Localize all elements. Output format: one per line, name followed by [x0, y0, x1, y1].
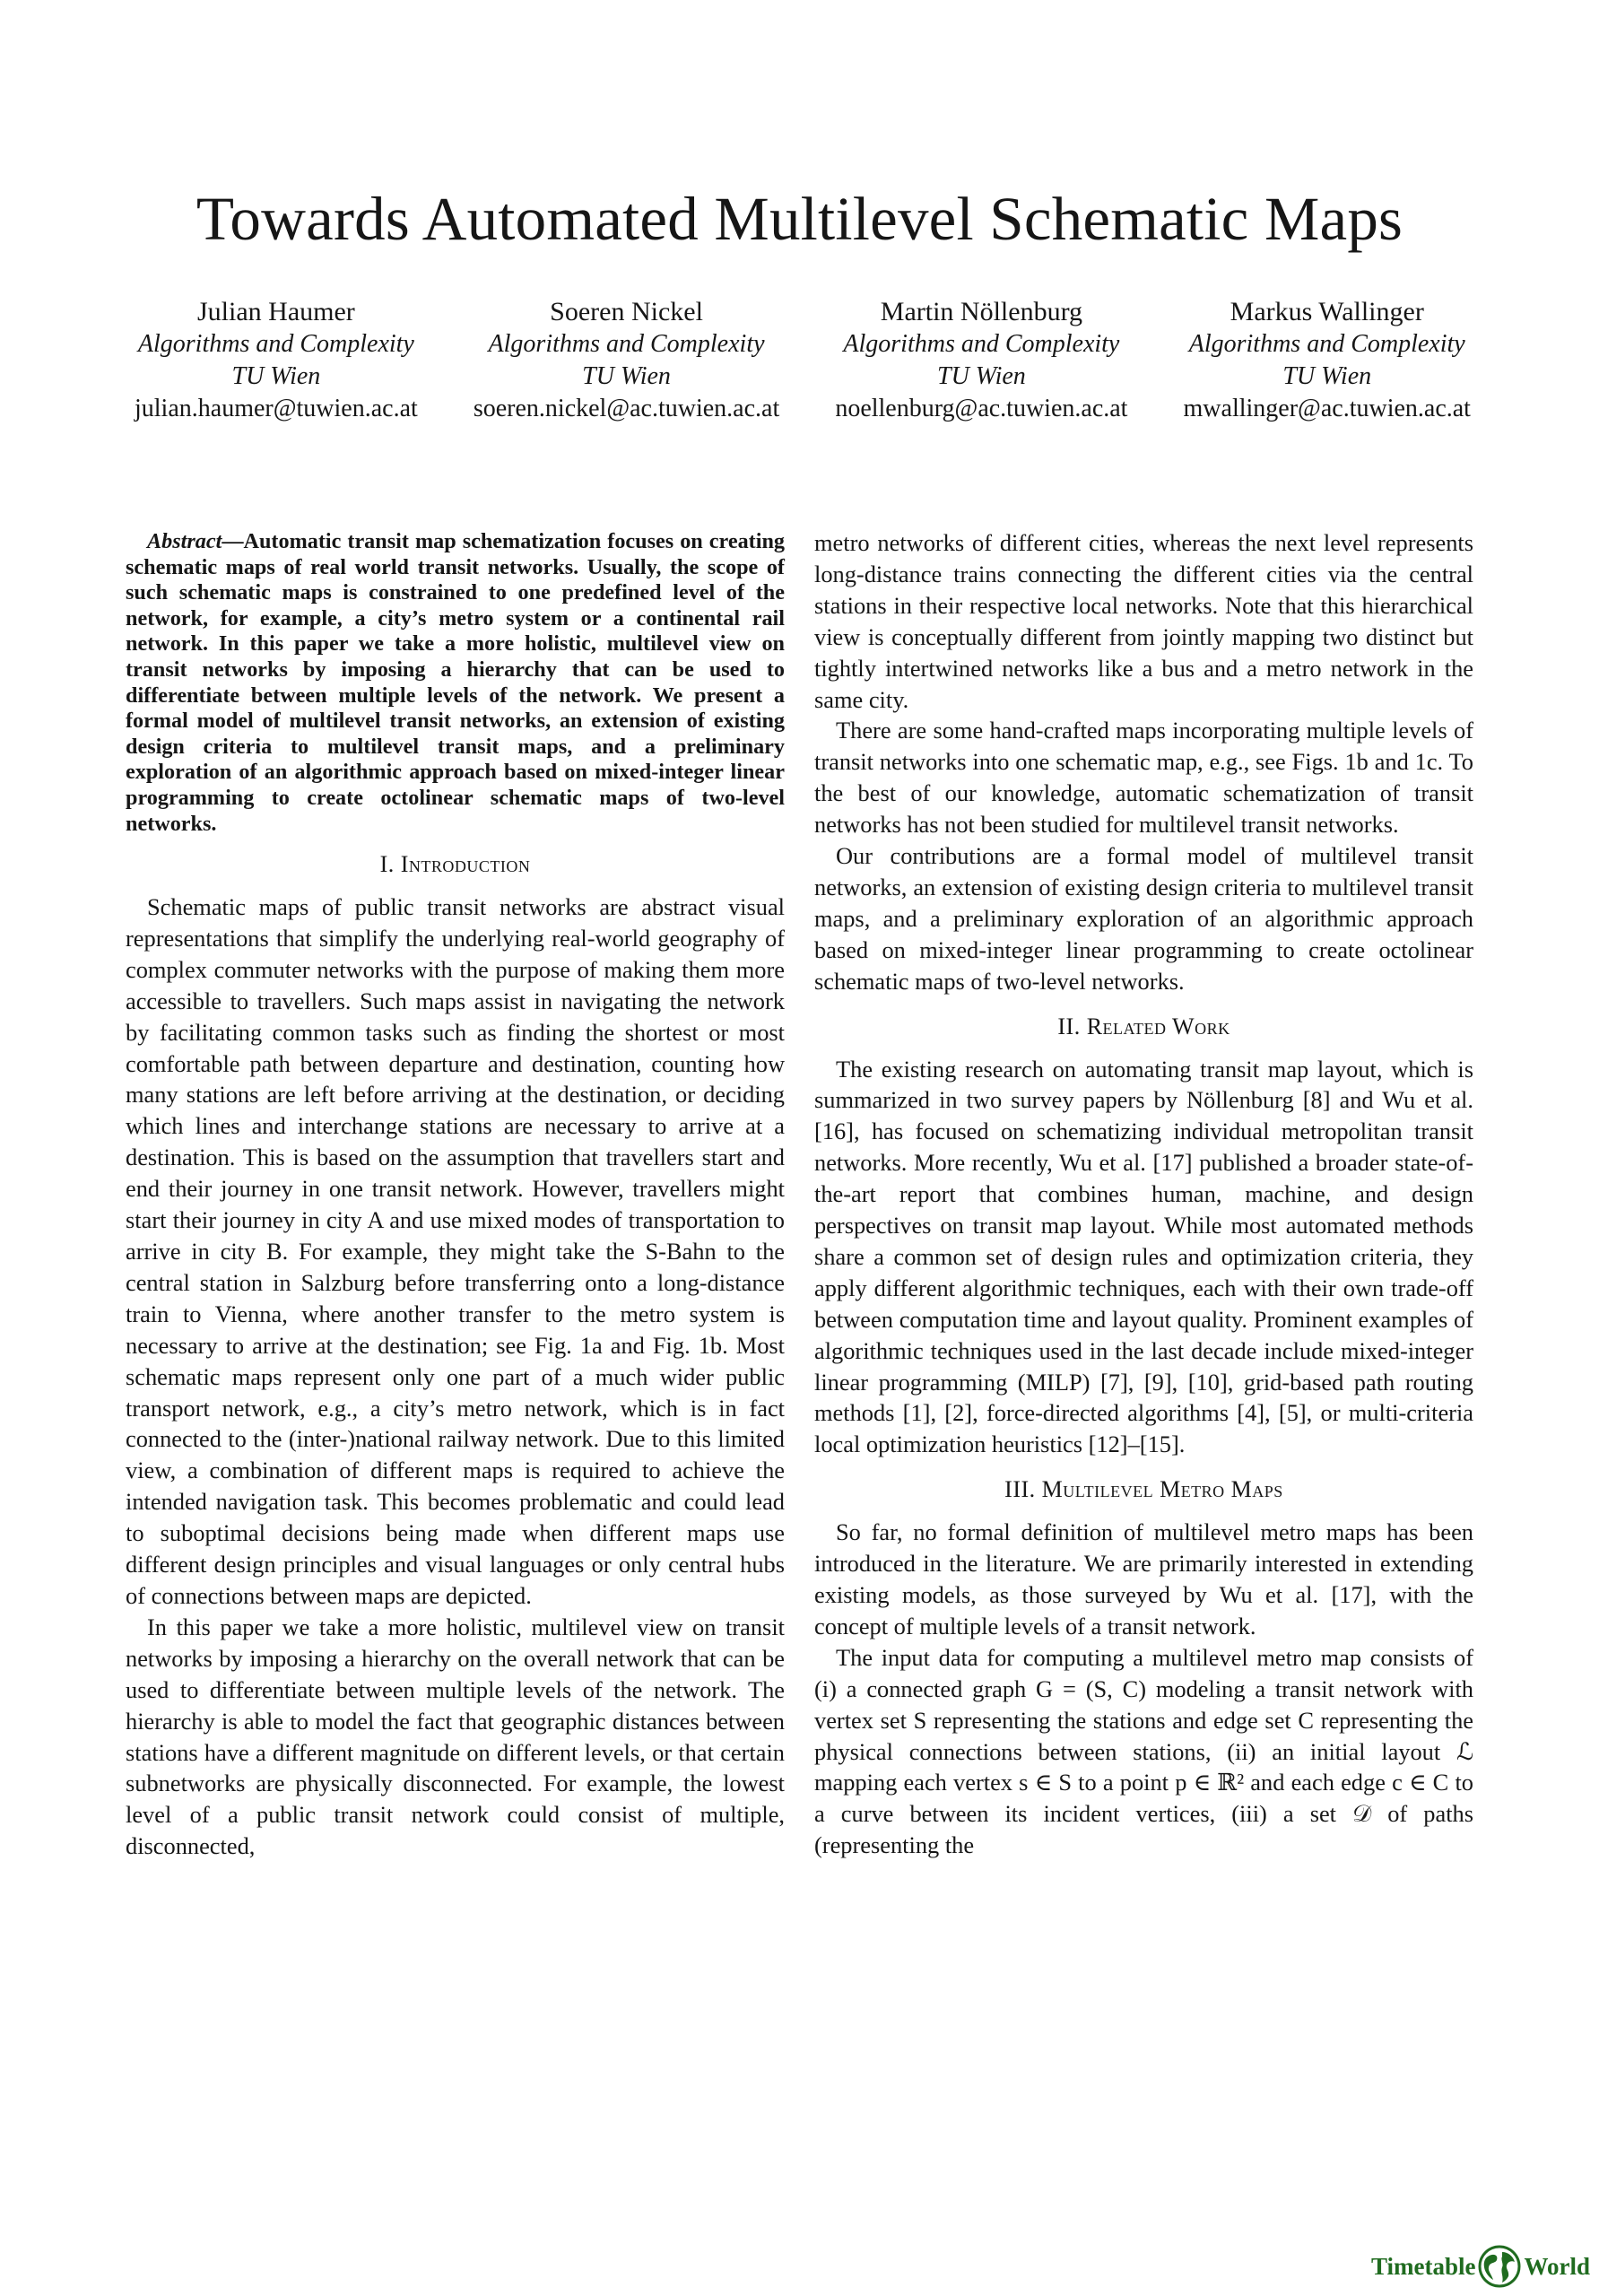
- author-4: [1184, 296, 1471, 425]
- author-name: Martin Nöllenburg: [880, 297, 1083, 326]
- intro-paragraph-1: Schematic maps of public transit networks are abstract visual representations that simplify the underlying real-world geography of complex commuter networks with the purpose of making them more accessible to travellers. Such maps assist in navigating the network by facilitating common tasks such as finding the shortest or most comfortable path between departure and destination, counting how many stations are left before arriving at the destination, or deciding which lines and interchange stations are necessary to arrive at a destination. This is based on the assumption that travellers start and end their journey in one transit network. However, travellers might start their journey in city A and use mixed modes of transportation to arrive in city B. For example, they might take the S-Bahn to the central station in Salzburg before transferring onto a long-distance train to Vienna, where another transfer to the metro system is necessary to arrive at the destination; see Fig. 1a and Fig. 1b. Most schematic maps represent only one part of a much wider public transport network, e.g., a city’s metro network, which is in fact connected to the (inter-)national railway network. Due to this limited view, a combination of different maps is required to achieve the intended navigation task. This becomes problematic and could lead to suboptimal decisions being made when different maps use different design principles and visual languages or only central hubs of connections between maps are depicted.: [126, 893, 785, 1609]
- author-1: [135, 296, 418, 425]
- paper-title: Towards Automated Multilevel Schematic Maps: [196, 185, 1403, 253]
- abstract: [126, 529, 785, 837]
- author-3: [835, 296, 1127, 425]
- watermark-text-right: World: [1524, 2252, 1590, 2280]
- author-institution: TU Wien: [582, 362, 671, 390]
- author-affiliation: Algorithms and Complexity: [137, 330, 414, 358]
- author-email: noellenburg@ac.tuwien.ac.at: [835, 395, 1128, 422]
- author-affiliation: Algorithms and Complexity: [843, 330, 1120, 358]
- multilevel-paragraph-2: The input data for computing a multilevel metro map consists of (i) a connected graph G = (S, C) modeling a transit network with vertex set S representing the stations and edge set C representing the physical connections between stations, (ii) an initial layout ℒ mapping each vertex s ∈ S to a point p ∈ ℝ² and each edge c ∈ C to a curve between its incident vertices, (iii) a set 𝒟 of paths (representing the: [814, 1643, 1473, 1859]
- author-email: soeren.nickel@ac.tuwien.ac.at: [473, 395, 780, 422]
- section-heading-multilevel-metro-maps: III. Multilevel Metro Maps: [1004, 1476, 1283, 1503]
- author-affiliation: Algorithms and Complexity: [488, 330, 765, 358]
- abstract-text: —Automatic transit map schematization focuses on creating schematic maps of real world transit networks. Usually, the scope of such schematic maps is constrained to one predefined level of the network, for example, a city’s metro system or a continental rail network. In this paper we take a more holistic, multilevel view on transit networks by imposing a hierarchy that can be used to differentiate between multiple levels of the network. We present a formal model of multilevel transit networks, an extension of existing design criteria to multilevel transit maps, and a preliminary exploration of an algorithmic approach based on mixed-integer linear programming to create octolinear schematic maps of two-level networks.: [126, 529, 785, 836]
- timetable-world-watermark: [1371, 2244, 1590, 2289]
- section-heading-introduction: I. Introduction: [379, 851, 531, 878]
- author-email: mwallinger@ac.tuwien.ac.at: [1183, 395, 1471, 422]
- intro-paragraph-3: There are some hand-crafted maps incorporating multiple levels of transit networks into one schematic map, e.g., see Figs. 1b and 1c. To the best of our knowledge, automatic schematization of transit networks has not been studied for multilevel transit networks.: [814, 717, 1473, 839]
- globe-icon: [1477, 2244, 1522, 2289]
- right-column: [814, 527, 1473, 1861]
- author-affiliation: Algorithms and Complexity: [1188, 330, 1465, 358]
- watermark-text-left: Timetable: [1370, 2252, 1476, 2280]
- author-email: julian.haumer@tuwien.ac.at: [135, 395, 418, 422]
- author-name: Julian Haumer: [197, 297, 355, 326]
- section-heading-related-work: II. Related Work: [1057, 1013, 1230, 1039]
- author-name: Markus Wallinger: [1230, 297, 1424, 326]
- intro-paragraph-4: Our contributions are a formal model of multilevel transit networks, an extension of existing design criteria to multilevel transit maps, and a preliminary exploration of an algorithmic approach based on mixed-integer linear programming to create octolinear schematic maps of two-level networks.: [814, 842, 1473, 995]
- intro-paragraph-2-continued: metro networks of different cities, whereas the next level represents long-distance trains connecting the different cities via the central stations in their respective local networks. Note that this hierarchical view is conceptually different from jointly mapping two distinct but tightly intertwined networks like a bus and a metro network in the same city.: [814, 529, 1473, 713]
- author-institution: TU Wien: [937, 362, 1026, 390]
- intro-paragraph-2: In this paper we take a more holistic, multilevel view on transit networks by imposing a hierarchy on the overall network that can be used to differentiate between multiple levels of the network. The hierarchy is able to model the fact that geographic distances between stations have a different magnitude on different levels, or that certain subnetworks are physically disconnected. For example, the lowest level of a public transit network could consist of multiple, disconnected,: [126, 1613, 785, 1860]
- author-2: [474, 296, 779, 425]
- author-institution: TU Wien: [1282, 362, 1372, 390]
- author-institution: TU Wien: [231, 362, 321, 390]
- left-column: [126, 529, 785, 1862]
- author-block: [135, 296, 1471, 425]
- abstract-label: Abstract: [147, 529, 222, 553]
- multilevel-paragraph-1: So far, no formal definition of multilevel metro maps has been introduced in the literature. We are primarily interested in extending existing models, as those surveyed by Wu et al. [17], with the concept of multiple levels of a transit network.: [814, 1518, 1473, 1639]
- related-work-paragraph-1: The existing research on automating transit map layout, which is summarized in two survey papers by Nöllenburg [8] and Wu et al. [16], has focused on schematizing individual metropolitan transit networks. More recently, Wu et al. [17] published a broader state-of-the-art report that combines human, machine, and design perspectives on transit map layout. While most automated methods share a common set of design rules and optimization criteria, they apply different algorithmic techniques, each with their own trade-off between computation time and layout quality. Prominent examples of algorithmic techniques used in the last decade include mixed-integer linear programming (MILP) [7], [9], [10], grid-based path routing methods [1], [2], force-directed algorithms [4], [5], or multi-criteria local optimization heuristics [12]–[15].: [814, 1055, 1473, 1458]
- author-name: Soeren Nickel: [550, 297, 703, 326]
